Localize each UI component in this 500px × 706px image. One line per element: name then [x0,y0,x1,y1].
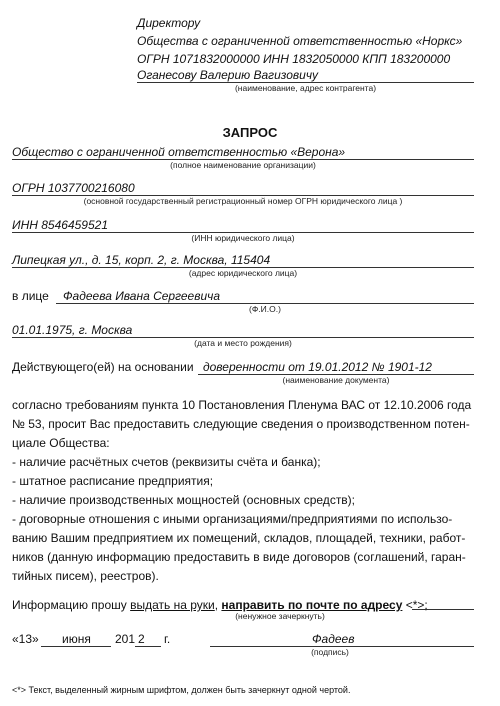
inn-value: ИНН 8546459521 [12,218,108,232]
signature-value: Фадеев [312,632,355,646]
body-line: циале Общества: [12,436,110,450]
ogrn-caption: (основной государственный регистрационный номер ОГРН юридического лица ) [83,196,403,206]
body-line: согласно требованиям пункта 10 Постановления Пленума ВАС от 12.10.2006 года [12,398,472,412]
footnote: <*> Текст, выделенный жирным шрифтом, должен быть зачеркнут одной чертой. [12,685,351,695]
addressee-line-3: ОГРН 1071832000000 ИНН 1832050000 КПП 183200000 [137,52,451,66]
delivery-option-mail: направить по почте по адресу [221,598,403,612]
request-paragraph [12,396,474,453]
page-title: ЗАПРОС [222,125,278,140]
list-item-continued: ванию Вашим предприятием их помещений, складов, площадей, техники, работ- [12,531,466,545]
delivery-option-in-person: выдать на руки [130,598,215,612]
signature-caption: (подпись) [311,647,349,657]
list-item-continued: ников (данную информацию предоставить в виде договоров (соглашений, гаран- [12,550,466,564]
birth-value: 01.01.1975, г. Москва [12,323,133,337]
body-line: № 53, просит Вас предоставить следующие сведения о производственном потен- [12,417,470,431]
address-value: Липецкая ул., д. 15, корп. 2, г. Москва, 115404 [12,253,271,267]
delivery-caption: (ненужное зачеркнуть) [235,611,325,621]
delivery-prefix: Информацию прошу [12,598,131,612]
date-day: «13» [12,632,39,646]
person-label: в лице [12,289,49,303]
delivery-suffix: <*>; [402,598,428,612]
ogrn-value: ОГРН 1037700216080 [12,181,135,195]
date-month: июня [62,632,91,646]
birth-caption: (дата и место рождения) [194,338,292,348]
person-caption: (Ф.И.О.) [249,304,281,314]
address-caption: (адрес юридического лица) [188,268,298,278]
addressee-line-4: Оганесову Валерию Вагизовичу [137,68,319,82]
addressee-line-2: Общества с ограниченной ответственностью «Норкс» [137,34,463,48]
addressee-caption: (наименование, адрес контрагента) [234,83,377,93]
list-item-continued: тийных писем), реестров). [12,569,159,583]
basis-caption: (наименование документа) [282,375,390,385]
basis-label: Действующего(ей) на основании [12,360,194,374]
date-year-digit: 2 [138,632,145,646]
inn-caption: (ИНН юридического лица) [191,233,295,243]
delivery-line [12,598,428,612]
addressee-line-1: Директору [137,16,201,30]
date-year-underline [135,646,161,647]
date-year-suffix: г. [164,632,171,646]
org-name-value: Общество с ограниченной ответственностью «Верона» [12,145,346,159]
basis-value: доверенности от 19.01.2012 № 1901-12 [203,360,432,374]
org-caption: (полное наименование организации) [170,160,316,170]
list-item: - наличие расчётных счетов (реквизиты счёта и банка); [12,455,321,469]
date-year-prefix: 201 [115,632,136,646]
date-month-underline [41,646,111,647]
list-item: - наличие производственных мощностей (основных средств); [12,493,356,507]
delivery-underline [412,609,474,610]
list-item: - договорные отношения с иными организациями/предприятиями по использо- [12,512,453,526]
list-item: - штатное расписание предприятия; [12,474,214,488]
delivery-separator: , [214,598,222,612]
request-list [12,453,474,586]
person-value: Фадеева Ивана Сергеевича [63,289,221,303]
